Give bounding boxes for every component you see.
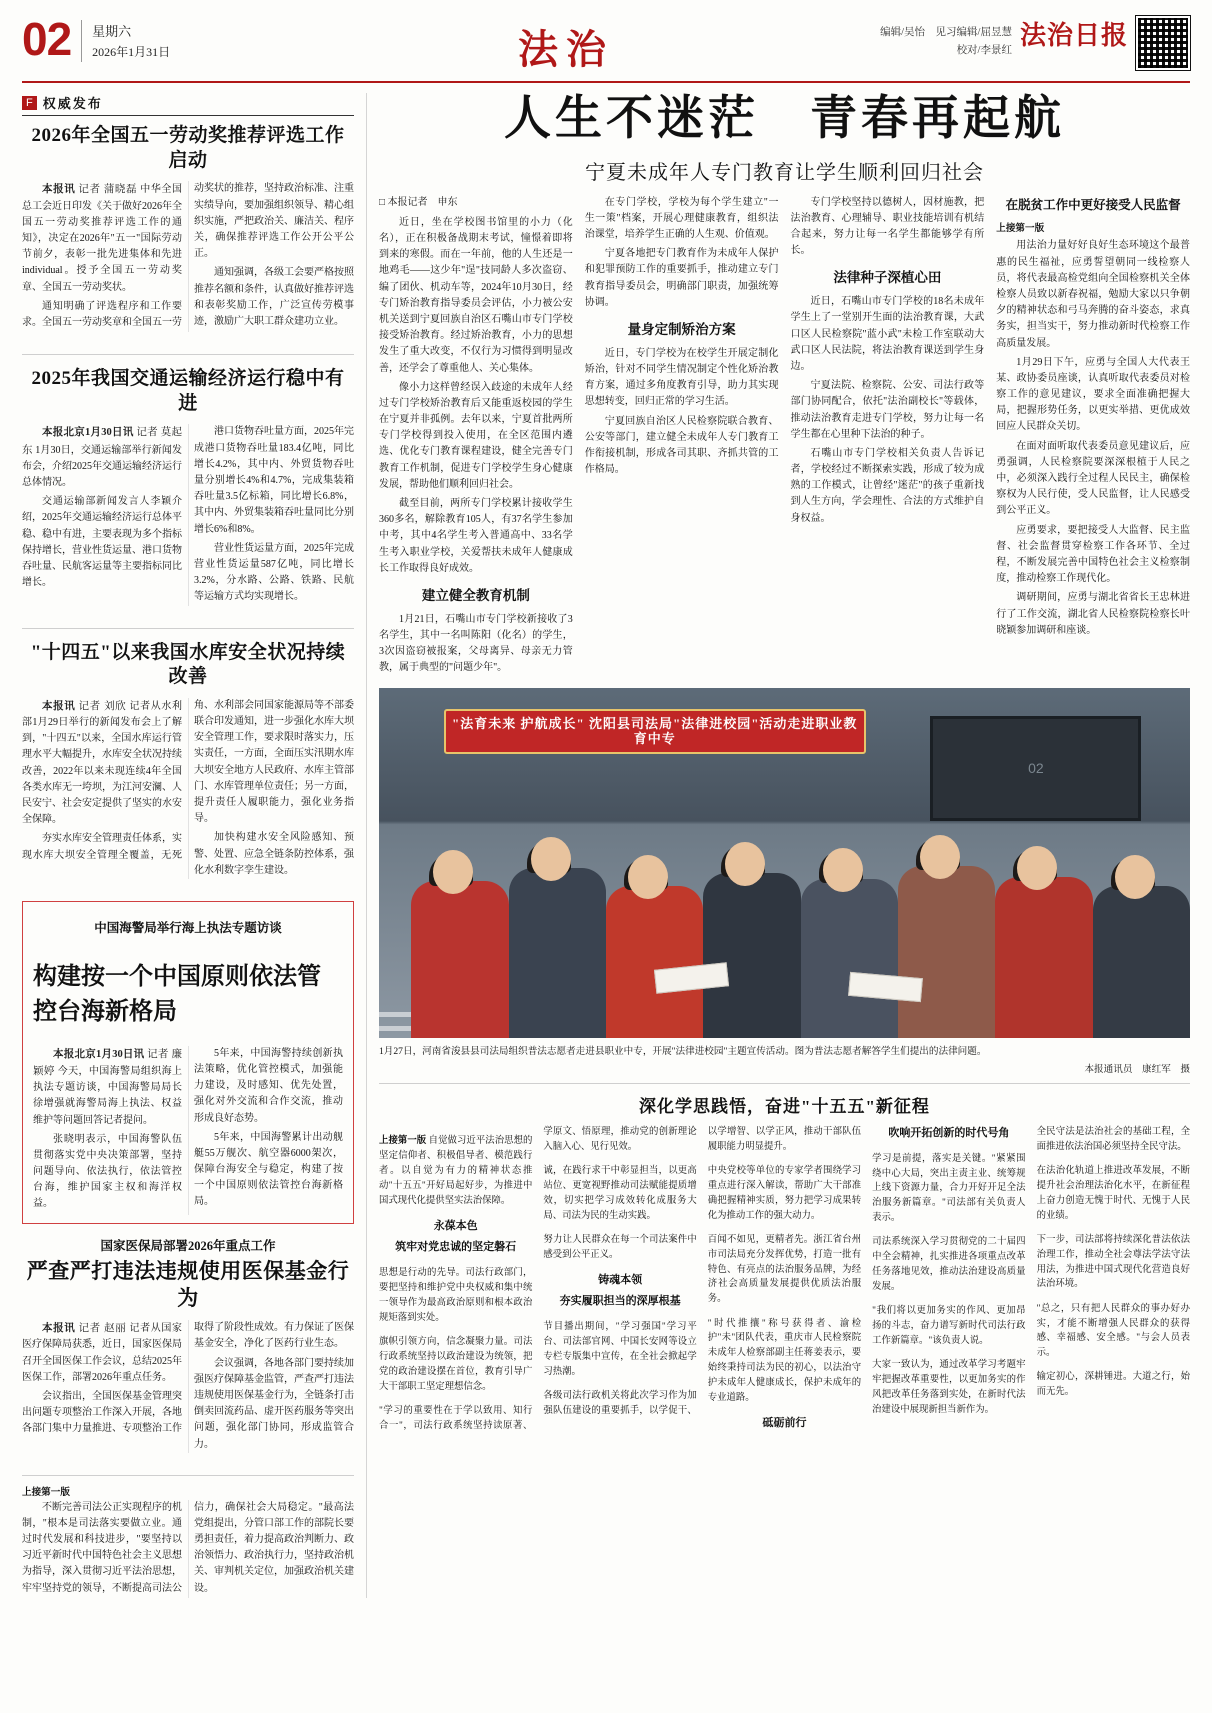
paragraph: 努力让人民群众在每一个司法案件中感受到公平正义。: [543, 1234, 697, 1260]
article-title: "十四五"以来我国水库安全状况持续改善: [30, 641, 346, 688]
paragraph: "学习的重要性在于学以致用、知行合一"，司法行政系统坚持读原著、学原文、悟原理，推动党的创新理论入脑入心、见行见效。: [379, 1126, 697, 1431]
page-subtitle: 宁夏未成年人专门教育让学生顺利回归社会: [585, 161, 984, 184]
date-label: 2026年1月31日: [92, 44, 171, 59]
main-column: [379, 93, 1190, 1598]
paragraph: 张晓明表示，中国海警队伍贯彻落实党中央决策部署，坚持问题导向、依法执行，依法管控台海，维护国家主权和海洋权益。: [33, 1133, 182, 1210]
qr-code-icon[interactable]: [1136, 16, 1190, 70]
paragraph: 宁夏法院、检察院、公安、司法行政等部门协同配合，依托"法治副校长"等载体，推动法治教育走进专门学校，努力让每一名学生都在心里种下法治的种子。: [790, 380, 985, 440]
article-body: [22, 698, 354, 879]
banner-label: 权威发布: [42, 96, 103, 111]
paragraph: 百闻不如见，更精者先。浙江省台州市司法局充分发挥优势，打造一批有特色、有亮点的法治服务品牌，为经济社会高质量发展提供优质法治服务。: [707, 1234, 862, 1305]
paragraph: 会议强调，各地各部门要持续加强医疗保障基金监管，严查严打违法违规使用医保基金行为，全链条打击倒卖回流药品、虚开医药服务等突出问题，强化部门协同，形成监管合力。: [194, 1357, 354, 1450]
paragraph: 下一步，司法部将持续深化普法依法治理工作，推动全社会尊法学法守法用法，为推进中国式现代化营造良好法治环境。: [1036, 1234, 1190, 1290]
paragraph: 在面对面听取代表委员意见建议后，应勇强调，人民检察院要深深根植于人民之中，必须深入践行全过程人民民主，确保检察权为人民行使，受人民监督，让人民感受到公平正义。: [996, 440, 1190, 517]
bottom-section-body: [379, 1125, 1190, 1434]
paragraph: 夯实水库安全管理责任体系，实现水库大坝安全管理全覆盖，无死角、水利部会同国家能源局等不部委联合印发通知，进一步强化水库大坝安全管理工作，要求限时落实力，压实责任，一方面，全面压实汛期水库大坝安全地方人民政府、水库主管部门、水库管理单位责任；另一方面，提升责任人履职能力，强化业务指导。: [22, 699, 354, 861]
subheading: 砥砺前行: [762, 1417, 807, 1430]
byline-author: 记者 刘欣: [78, 700, 127, 712]
paragraph: 5年来，中国海警持续创新执法策略，优化管控模式，加强能力建设，及时感知、优先处置，强化对外交流和合作交流，推动形成良好态势。: [194, 1047, 343, 1124]
article-labor-award: [22, 124, 354, 342]
person-figure: [995, 877, 1092, 1038]
article-body: [22, 181, 354, 332]
paragraph: "我们将以更加务实的作风、更加昂扬的斗志，奋力谱写新时代司法行政工作新篇章。"该负责人说。: [872, 1306, 1026, 1346]
paragraph: 会议指出，全国医保基金管理突出问题专项整治工作深入开展，各地各部门集中力量推进、专项整治工作取得了阶段性成效。有力保证了医保基金安全，净化了医药行业生态。: [22, 1322, 354, 1435]
paragraph: 营业性货运量方面，2025年完成营业性货运量587亿吨，同比增长3.2%，分水路、公路、铁路、民航等运输方式均实现增长。: [194, 542, 354, 603]
lead-col-2: [585, 195, 779, 680]
paragraph: 用法治力量好好良好生态环境这个最普惠的民生福祉，应勇誓望朝同一线检察人员，将代表最高检党组向全国检察机关全体检察人员致以新春祝福，勉励大家以只争朝夕的精神状态和弓马奔腾的奋斗姿态，求真务实，担当实干，努力推动新时代检察工作高质量发展。: [996, 240, 1190, 349]
authority-banner: [22, 93, 354, 116]
section-heading: 在脱贫工作中更好接受人民监督: [1005, 197, 1181, 212]
bottom-section: [379, 1092, 1190, 1434]
paragraph: 像小力这样曾经误入歧途的未成年人经过专门学校矫治教育后又能重返校园的学生在宁夏并非孤例。去年以来，宁夏首批两所专门学校得到投入使用，在全区范围内遴选、优化专门教育课程建设，健全完善专门教育工作机制，促进专门学校学生身心健康发展，帮助他们顺利回归社会。: [379, 381, 573, 490]
paragraph: 1月30日，交通运输部举行新闻发布会，介绍2025年交通运输经济运行总体情况。: [22, 444, 182, 488]
article-transport-economy: [22, 354, 354, 615]
divider: [379, 1083, 1190, 1084]
paper-logo: 法治日报: [1019, 21, 1128, 50]
paragraph: 通知明确了评选程序和工作要求。全国五一劳动奖章和全国五一劳动奖状的推荐，坚持政治标准、注重实绩导向，要加强组织领导、精心组织实施，严把政治关、廉洁关、程序关，确保推荐评选工作公开公平公正。: [22, 183, 354, 328]
paragraph: 截至目前，两所专门学校累计接收学生360多名，解除教育105人，有37名学生参加中考，其中4名学生考入普通高中、33名学生考入职业学校，关爱帮扶未成年人健康成长工作取得良好成效。: [379, 498, 573, 574]
paragraph: 5年来，中国海警累计出动舰艇55万舰次、航空器6000架次，保障台海安全与稳定，构建了按一个中国原则依法管控台海新格局。: [194, 1131, 343, 1208]
byline-author: 记者 莫起东: [22, 427, 183, 456]
paragraph: 输定初心，深耕锤进。大道之行，始而无先。: [1036, 1372, 1190, 1398]
paragraph: 记者从国家医疗保障局获悉，近日，国家医保局召开全国医保工作会议，总结2025年医保工作，部署2026年重点任务。: [22, 1323, 183, 1383]
page-content: [22, 93, 1190, 1598]
banner-badge-icon: F: [22, 96, 37, 110]
paragraph: 记者从水利部1月29日举行的新闻发布会上了解到，"十四五"以来，全国水库运行管理水平大幅提升，水库安全状况持续改善，2022年以来未现连续4年全国各类水库无一垮坝，为江河安澜、人民安宁、社会安定提供了坚实的水安全保障。: [22, 700, 183, 826]
page-title: 人生不迷茫 青春再起航: [504, 93, 1065, 145]
masthead-divider: [81, 20, 82, 62]
section-heading: 深化学思践悟，奋进"十五五"新征程: [639, 1096, 930, 1116]
byline-source: 本报讯: [42, 184, 76, 196]
person-figure: [411, 881, 508, 1037]
article-title: 构建按一个中国原则依法管控台海新格局: [33, 963, 321, 1025]
article-eyebrow: 中国海警局举行海上执法专题访谈: [94, 920, 282, 935]
masthead-center: [272, 16, 860, 75]
subheading: 永葆本色: [433, 1219, 478, 1232]
byline-author: 记者 廉颖婷: [33, 1048, 183, 1077]
paragraph: 1月29日下午，应勇与全国人大代表王某、政协委员座谈，认真听取代表委员对检察工作的意见建议，要求全面准确把握大局，把握形势任务，以更实举措、更优成效回应人民群众关切。: [996, 356, 1190, 433]
paragraph: 专门学校坚持以德树人，因材施教，把法治教育、心理辅导、职业技能培训有机结合起来，努力让每一名学生都能够学有所长。: [790, 196, 985, 257]
article-title: 2026年全国五一劳动奖推荐评选工作启动: [31, 125, 345, 171]
person-head: [1115, 855, 1155, 899]
article-title: 2025年我国交通运输经济运行稳中有进: [31, 368, 345, 414]
paragraph: 宁夏回族自治区人民检察院联合教育、公安等部门，建立健全未成年人专门教育工作衔接机制，形成各司其职、齐抓共管的工作格局。: [584, 415, 779, 476]
person-figure: [801, 879, 898, 1037]
paragraph: 节目播出期间，"学习强国"学习平台、司法部官网、中国长安网等设立专栏专版集中宣传，在全社会掀起学习热潮。: [543, 1322, 697, 1377]
subheading: 量身定制矫治方案: [627, 321, 736, 337]
continued-note-left: [22, 1475, 354, 1599]
lead-col-1: [379, 195, 573, 680]
masthead-left: [22, 13, 272, 65]
photo-credit: 本报通讯员 康红军 摄: [1084, 1063, 1190, 1075]
paragraph: 应勇要求，要把接受人大监督、民主监督、社会监督贯穿检察工作各环节、全过程，不断发展完善中国特色社会主义检察制度，推动检察工作现代化。: [996, 524, 1190, 585]
subheading: 铸魂本领: [598, 1273, 643, 1286]
editor-line-2: 校对/李景红: [956, 44, 1012, 56]
photo-block: [379, 688, 1190, 1075]
news-photo: [379, 688, 1190, 1038]
left-column: [22, 93, 354, 1598]
article-medical-insurance: [22, 1236, 354, 1463]
paragraph: 思想是行动的先导。司法行政部门，要把坚持和维护党中央权威和集中统一领导作为最高政治原则和根本政治规矩落到实处。: [379, 1268, 533, 1323]
subheading: 法律种子深植心田: [833, 270, 942, 286]
paragraph: 近日，坐在学校图书馆里的小力（化名），正在积极备战期末考试，憧憬着即将到来的寒假。而在一年前，他的人生还是一地鸡毛——这少年"逞"技同龄人多次盗窃、编了团伙、机动车等，2024年10月30日，经专门矫治教育指导委员会评估，小力被公安机关送到宁夏回族自治区石嘴山市专门学校接受矫治教育。经过矫治教育，小力的思想发生了重大改变，不仅行为习惯得到明显改善，还学会了尊重他人、关心集体。: [379, 216, 573, 374]
paragraph: 大家一致认为，通过改革学习考题牢牢把握改革重要性，以更加务实的作风把改革任务落到实处，在新时代法治建设中展现新担当新作为。: [872, 1360, 1026, 1415]
paragraph: 交通运输部新闻发言人李颖介绍，2025年交通运输经济运行总体平稳、稳中有进，主要表现为多个指标保持增长，营业性货运量、港口货物吞吐量、民航客运量等主要指标同比增长。: [22, 496, 182, 589]
subheading: 建立健全教育机制: [421, 587, 530, 603]
section-title: 法治: [518, 27, 614, 72]
article-body: [22, 1320, 354, 1453]
paragraph: 今天，中国海警局组织海上执法专题访谈，中国海警局局长徐增强就海警局海上执法、权益维护等问题回答记者提问。: [33, 1065, 183, 1126]
person-head: [920, 835, 960, 879]
byline-author: 记者 赵丽: [78, 1323, 127, 1335]
continued-body: [22, 1500, 354, 1599]
paragraph: 诚，在践行求干中彰显担当，以更高站位、更宽视野推动司法赋能提质增效，切实把学习成效转化成服务大局、司法为民的生动实践。: [543, 1166, 697, 1221]
paragraph: 在法治化轨道上推进改革发展，不断提升社会治理法治化水平，在新征程上奋力创造无愧于时代、无愧于人民的业绩。: [1036, 1166, 1190, 1221]
masthead: [22, 13, 1190, 83]
paragraph: 中央党校等单位的专家学者围绕学习重点进行深入解读，帮助广大干部准确把握精神实质，努力把学习成果转化为推动工作的强大动力。: [707, 1166, 862, 1221]
person-figure: [509, 868, 606, 1037]
person-figure: [606, 886, 703, 1038]
paragraph: "时代推攘"称号获得者、渝检护"未"团队代表，重庆市人民检察院未成年人检察部副主任蒋姜表示，要始终秉持司法为民的初心，以法治守护未成年人健康成长，保护未成年的专业道路。: [707, 1318, 862, 1403]
paragraph: 石嘴山市专门学校相关负责人告诉记者，学校经过不断探索实践，形成了较为成熟的工作模式，让曾经"迷茫"的孩子重新找到人生方向，学会理性、合法的方式维护自身权益。: [790, 447, 985, 524]
paragraph: 司法系统深入学习贯彻党的二十届四中全会精神，扎实推进各项重点改革任务落地见效，推动法治建设高质量发展。: [872, 1237, 1026, 1292]
paragraph: 近日，专门学校为在校学生开展定制化矫治，针对不同学生情况制定个性化矫治教育方案，通过多角度教育引导，助力其实现思想转变，回归正常的学习生活。: [584, 347, 779, 408]
article-coastguard-boxed: [22, 901, 354, 1224]
byline-reporter: □ 本报记者 申东: [379, 196, 458, 208]
lead-col-3: [791, 195, 985, 680]
subheading-detail: 夯实履职担当的深厚根基: [559, 1295, 681, 1308]
paragraph: 各级司法行政机关将此次学习作为加强队伍建设的重要抓手，以学促干、以学增智、以学正风，推动干部队伍履职能力明显提升。: [543, 1126, 862, 1416]
paragraph: 加快构建水安全风险感知、预警、处置、应急全链条防控体系，强化水利数字孪生建设。: [194, 832, 354, 876]
byline-author: 记者 蒲晓磊: [78, 184, 138, 196]
paragraph: 学习是前提，落实是关键。"紧紧围绕中心大局，突出主责主业、统筹规上线下资源力量，合力开好开足全法治服务新篇章。"司法部有关负责人表示。: [872, 1153, 1026, 1224]
photo-people: [379, 821, 1190, 1038]
photo-banner-text: "法育未来 护航成长" 沈阳县司法局"法律进校园"活动走进职业教育中专: [444, 709, 866, 755]
editor-line-1: 编辑/吴怡 见习编辑/屈昱慧: [880, 27, 1012, 38]
masthead-date: [92, 16, 170, 62]
paragraph: 自觉做习近平法治思想的坚定信仰者、积极倡导者、模范践行者。以自觉为有力的精神状态推动"十五五"开好局起好步，为推进中国式现代化提供坚实法治保障。: [379, 1136, 533, 1206]
lead-col-4: [996, 195, 1190, 680]
paragraph: 不断完善司法公正实现程序的机制，"根本是司法落实要做立业。通过时代发展和科技进步，"要坚持以习近平新时代中国特色社会主义思想为指导，深入贯彻习近平法治思想，牢牢坚持党的领导，不断提高司法公信力，确保社会大局稳定。"最高法党组提出，分管口部工作的部院长要勇担责任，着力提高政治判断力、政治领悟力、政治执行力，坚持政治机关、审判机关定位，加强政治机关建设。: [22, 1501, 354, 1594]
paragraph: 旗帜引领方向，信念凝聚力量。司法行政系统坚持以政治建设为统领，把党的政治建设摆在首位，教育引导广大干部职工坚定理想信念。: [379, 1336, 533, 1392]
article-title: 严查严打违法违规使用医保基金行为: [26, 1258, 350, 1310]
paragraph: 港口货物吞吐量方面，2025年完成港口货物吞吐量183.4亿吨，同比增长4.2%，其中内、外贸货物吞吐量分别增长4%和4.7%，完成集装箱吞吐量3.5亿标箱，同比增长6.8%，其中内、外贸集装箱吞吐量同比分别增长6%和8%。: [194, 426, 354, 535]
lead-body: [379, 195, 1190, 680]
article-body: [33, 1046, 343, 1215]
subheading-detail: 筑牢对党忠诚的坚定磐石: [395, 1241, 517, 1254]
masthead-credits: [880, 16, 1012, 60]
weekday-label: 星期六: [92, 24, 132, 39]
subheading-detail: 吹响开拓创新的时代号角: [888, 1126, 1010, 1139]
person-head: [1017, 846, 1057, 890]
article-reservoir-safety: [22, 628, 354, 889]
continued-label: 上接第一版: [379, 1136, 427, 1147]
paragraph: 近日，石嘴山市专门学校的18名未成年学生上了一堂别开生面的法治教育课，大武口区人民检察院"蓝小武"未检工作室联动大武口区人民法院，将法治教育课送到学生身边。: [790, 296, 985, 372]
byline-source: 本报北京1月30日讯: [53, 1048, 145, 1060]
byline-source: 本报讯: [42, 1323, 76, 1335]
paragraph: 全民守法是法治社会的基础工程，全面推进依法治国必须坚持全民守法。: [1036, 1126, 1190, 1152]
lead-headline-block: [379, 93, 1190, 185]
paragraph: 调研期间，应勇与湖北省省长王忠林进行了工作交流，湖北省人民检察院检察长叶晓颖参加调研和座谈。: [996, 592, 1190, 636]
article-eyebrow: 国家医保局部署2026年重点工作: [100, 1238, 276, 1253]
byline-source: 本报讯: [42, 700, 76, 712]
byline-source: 本报北京1月30日讯: [42, 427, 134, 439]
paragraph: 宁夏各地把专门教育作为未成年人保护和犯罪预防工作的重要抓手，推动建立专门教育指导委员会，明确部门职责，加强统筹协调。: [584, 248, 779, 308]
paragraph: 通知强调，各级工会要严格按照推荐名额和条件，认真做好推荐评选和表彰奖励工作，广泛宣传劳模事迹，激励广大职工群众建功立业。: [194, 267, 354, 327]
person-head: [823, 848, 863, 892]
paragraph: 中华全国总工会近日印发《关于做好2026年全国五一劳动奖推荐评选工作的通知》，决定在2026年"五一"国际劳动节前夕，表彰一批先进集体和先进individual。授予全国五一劳动奖章、全国五一劳动奖状。: [22, 184, 183, 293]
photo-screen: [930, 716, 1141, 821]
person-head: [531, 837, 571, 881]
continued-label: 上接第一版: [22, 1486, 70, 1498]
paragraph: 1月21日，石嘴山市专门学校新接收了3名学生，其中一名叫陈阳（化名）的学生，3次因盗窃被报案，父母离异、母亲无力管教，属于典型的"问题少年"。: [379, 613, 573, 674]
person-head: [725, 842, 765, 886]
paragraph: "总之，只有把人民群众的事办好办实，才能不断增强人民群众的获得感、幸福感、安全感。"与会人员表示。: [1036, 1303, 1190, 1359]
person-head: [628, 855, 668, 899]
column-rule: [366, 93, 367, 1598]
masthead-right: [860, 16, 1190, 70]
person-figure: [703, 873, 800, 1038]
article-body: [22, 424, 354, 605]
continued-label: 上接第一版: [996, 222, 1045, 234]
paragraph: 在专门学校，学校为每个学生建立"一生一策"档案，开展心理健康教育，组织法治课堂，培养学生正确的人生观、价值观。: [584, 196, 779, 240]
page-number: 02: [22, 13, 72, 65]
person-figure: [1093, 886, 1190, 1038]
person-figure: [898, 866, 995, 1037]
photo-caption: 1月27日，河南省浚县县司法局组织普法志愿者走进县职业中专，开展"法律进校园"主题宣传活动。图为普法志愿者解答学生们提出的法律问题。: [379, 1045, 987, 1057]
